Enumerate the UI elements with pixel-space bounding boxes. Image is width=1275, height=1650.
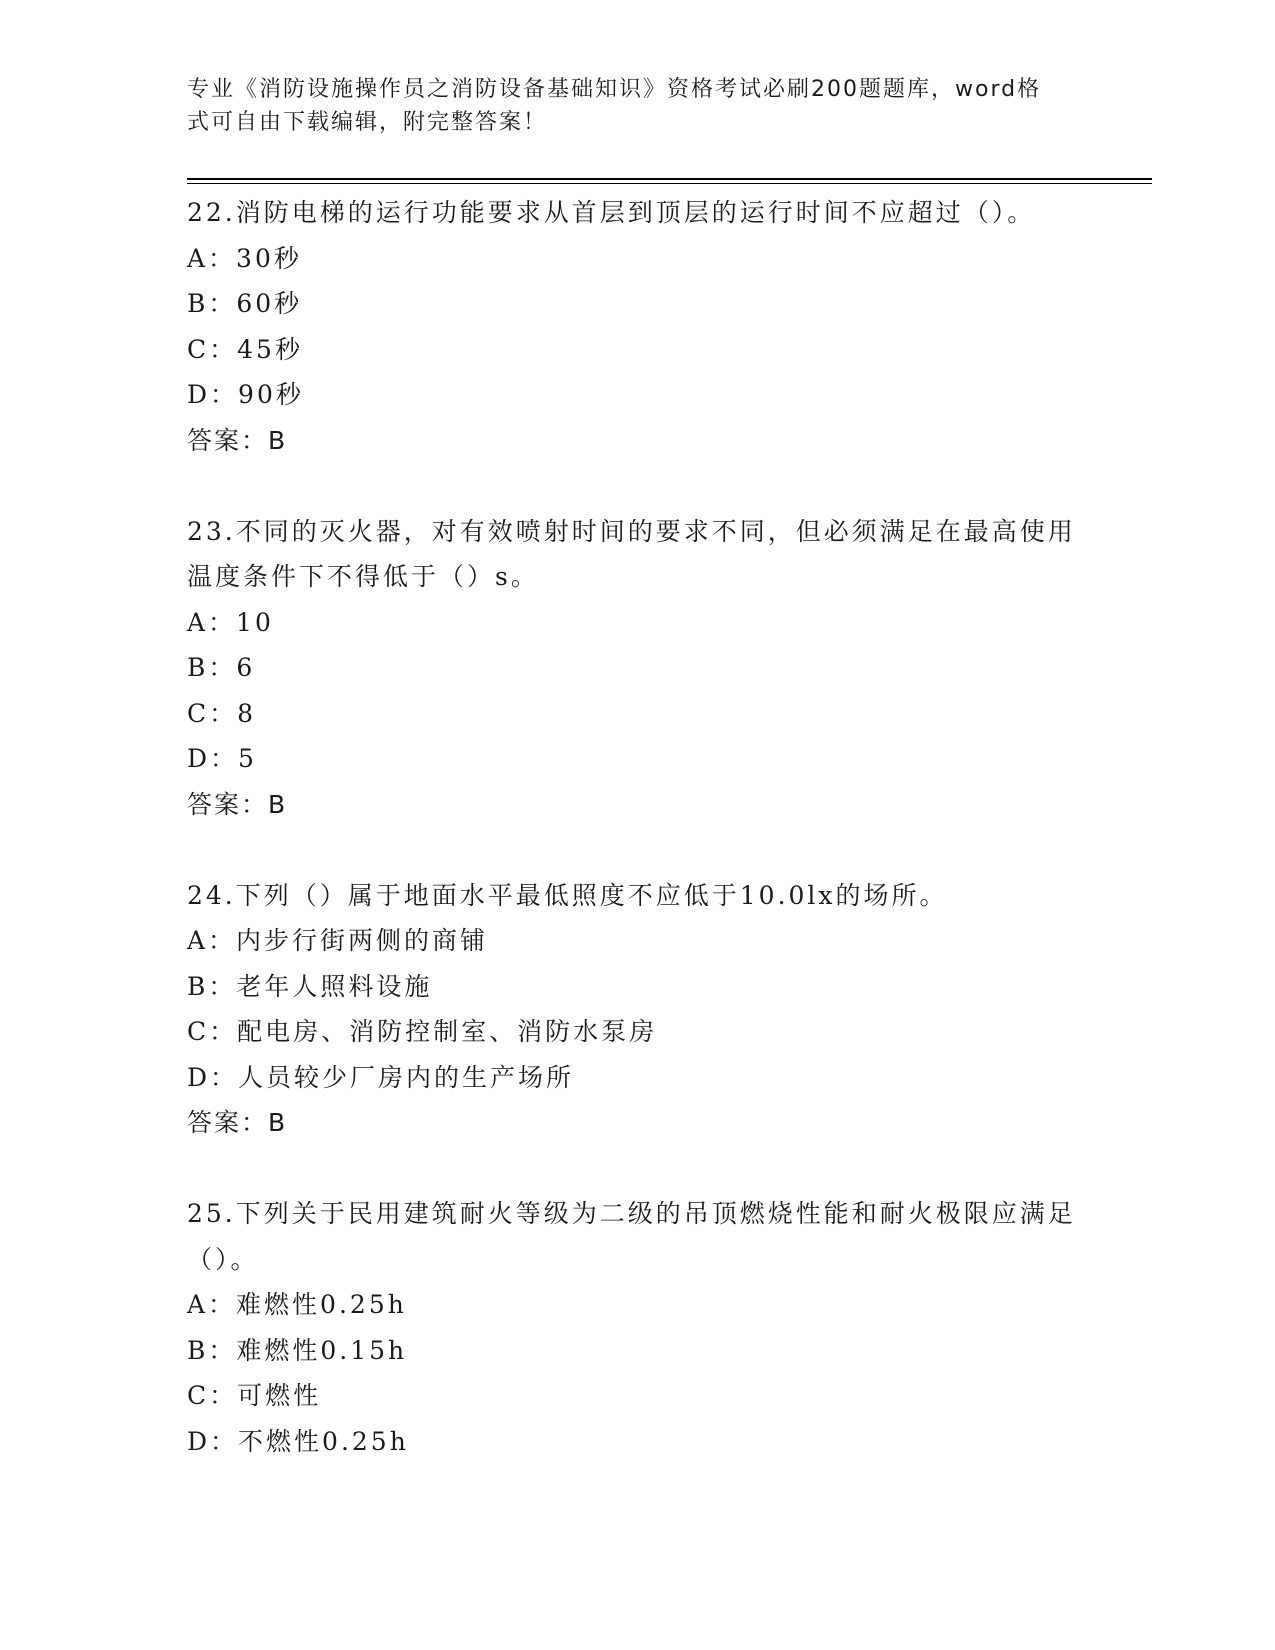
document-header: [187, 73, 1087, 139]
option-d: D：不燃性0.25h: [187, 1426, 409, 1456]
question-25: [187, 1191, 1087, 1464]
answer-line: 答案：B: [187, 1108, 288, 1137]
question-24: [187, 873, 1087, 1146]
question-23: [187, 509, 1087, 828]
spacer: [187, 463, 1087, 509]
header-line-2: 式可自由下载编辑，附完整答案！: [187, 110, 548, 135]
answer-line: 答案：B: [187, 425, 288, 455]
option-c: C：8: [187, 698, 257, 728]
option-b: B：难燃性0.15h: [187, 1335, 408, 1365]
option-b: B：6: [187, 653, 256, 682]
option-a: A：内步行街两侧的商铺: [187, 926, 489, 955]
header-line-1: 专业《消防设施操作员之消防设备基础知识》资格考试必刷200题题库，word格: [187, 77, 1042, 102]
option-a: A：10: [187, 607, 274, 637]
option-b: B：老年人照料设施: [187, 971, 433, 1001]
spacer: [187, 827, 1087, 873]
option-b: B：60秒: [187, 289, 303, 318]
question-list: [187, 190, 1087, 1464]
option-c: C：45秒: [187, 334, 303, 364]
option-c: C：可燃性: [187, 1381, 322, 1410]
question-22: [187, 190, 1087, 463]
header-divider-thick: [187, 178, 1152, 180]
question-stem: 24.下列（）属于地面水平最低照度不应低于10.0lx的场所。: [187, 880, 948, 910]
option-d: D：5: [187, 744, 257, 773]
header-divider-thin: [187, 183, 1152, 184]
option-d: D：90秒: [187, 380, 304, 409]
option-a: A：30秒: [187, 243, 302, 273]
answer-line: 答案：B: [187, 789, 288, 819]
question-stem: 25.下列关于民用建筑耐火等级为二级的吊顶燃烧性能和耐火极限应满足（）。: [187, 1199, 1076, 1274]
spacer: [187, 1146, 1087, 1192]
question-stem: 23.不同的灭火器，对有效喷射时间的要求不同，但必须满足在最高使用温度条件下不得低于（）s。: [187, 516, 1076, 591]
question-stem: 22.消防电梯的运行功能要求从首层到顶层的运行时间不应超过（）。: [187, 198, 1036, 227]
option-a: A：难燃性0.25h: [187, 1290, 407, 1319]
option-c: C：配电房、消防控制室、消防水泵房: [187, 1017, 658, 1046]
option-d: D：人员较少厂房内的生产场所: [187, 1062, 575, 1092]
